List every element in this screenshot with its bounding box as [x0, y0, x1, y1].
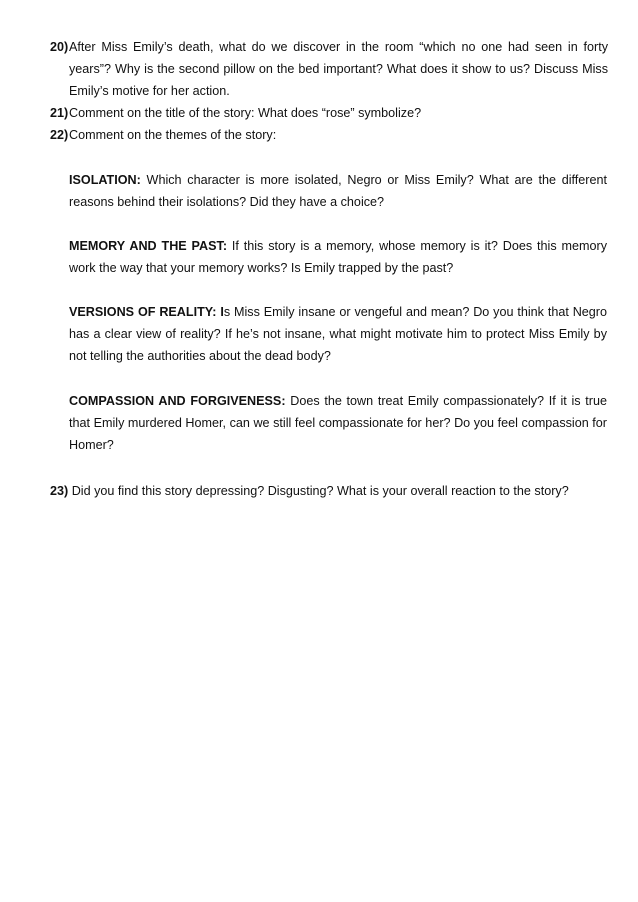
question-number: 20) — [50, 40, 69, 54]
question-21 — [50, 102, 608, 124]
theme-isolation — [69, 169, 607, 213]
question-number: 21) — [50, 106, 69, 120]
question-20 — [50, 36, 608, 102]
theme-heading: MEMORY AND THE PAST: — [69, 239, 228, 253]
theme-text: Does the town treat Emily compassionately? If it is true that Emily murdered Homer, can we still feel compassionate for her? Do you feel compassion for Homer? — [69, 394, 607, 452]
question-text: Comment on the title of the story: What does “rose” symbolize? — [69, 106, 422, 120]
theme-text: s Miss Emily insane or vengeful and mean? Do you think that Negro has a clear view of reality? If he’s not insane, what might motivate him to protect Miss Emily by not telling the authorities about the dead body? — [69, 305, 607, 363]
theme-text: If this story is a memory, whose memory is it? Does this memory work the way that your memory works? Is Emily trapped by the past? — [69, 239, 607, 275]
question-22 — [50, 124, 608, 146]
question-text: After Miss Emily’s death, what do we discover in the room “which no one had seen in forty years”? Why is the second pillow on the bed important? What does it show to us? Discuss Miss Emily’s motive for her action. — [69, 40, 608, 98]
theme-versions-of-reality — [69, 301, 607, 367]
theme-heading: ISOLATION: — [69, 173, 141, 187]
question-text: Comment on the themes of the story: — [69, 128, 277, 142]
theme-heading: COMPASSION AND FORGIVENESS: — [69, 394, 286, 408]
theme-text: Which character is more isolated, Negro or Miss Emily? What are the different reasons behind their isolations? Did they have a choice? — [69, 173, 607, 209]
question-number: 22) — [50, 128, 69, 142]
question-23 — [50, 480, 608, 502]
question-text: Did you find this story depressing? Disgusting? What is your overall reaction to the story? — [68, 484, 569, 498]
theme-heading: VERSIONS OF REALITY: I — [69, 305, 224, 319]
theme-compassion-and-forgiveness — [69, 390, 607, 456]
theme-memory-and-the-past — [69, 235, 607, 279]
question-number: 23) — [50, 484, 69, 498]
